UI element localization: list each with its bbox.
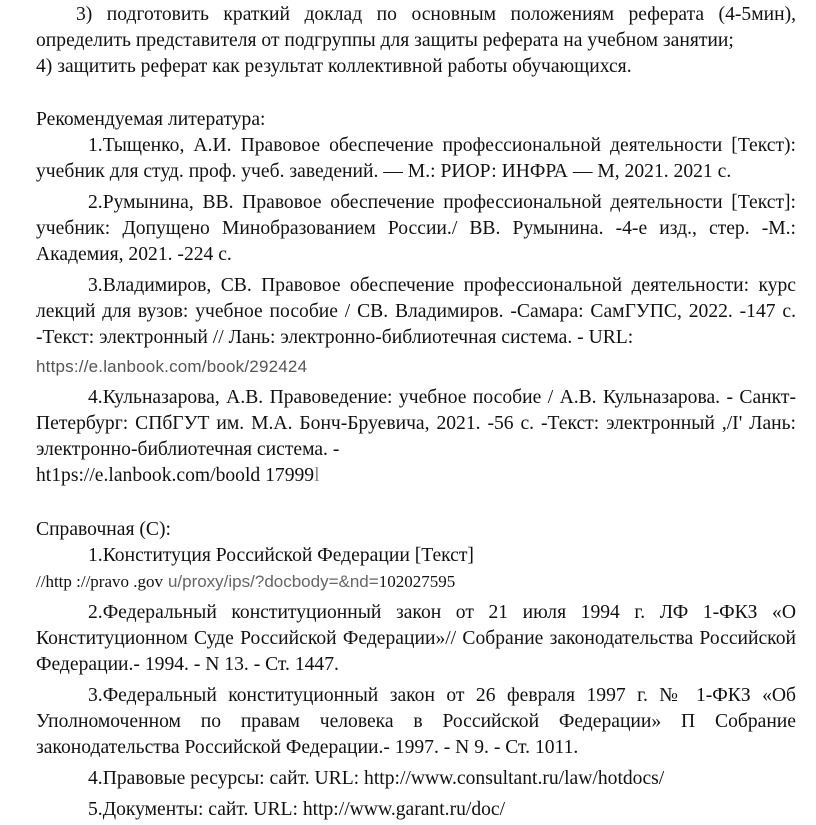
literature-item-4-tail: l: [314, 465, 320, 486]
literature-item-3: [36, 273, 796, 351]
reference-item-number: 4.: [88, 768, 103, 789]
literature-item-1: [36, 133, 796, 185]
literature-heading: Рекомендуемая литература:: [36, 109, 266, 130]
reference-item-5: [36, 797, 796, 823]
literature-item-4-url: ht1ps://e.lanbook.com/boold 17999: [36, 465, 315, 486]
literature-item-3-url: https://e.lanbook.com/book/292424: [36, 357, 308, 376]
literature-item-4-url-line: [36, 463, 796, 489]
literature-item-number: 4.: [88, 387, 103, 408]
literature-item-4: [36, 385, 796, 463]
reference-heading: Справочная (С):: [36, 519, 171, 540]
reference-item-3: [36, 683, 796, 761]
reference-item-number: 2.: [88, 602, 103, 623]
literature-item-text: Кульназарова, А.В. Правоведение: учебное пособие / А.В. Кульназарова. - Санкт-Петербург: СПбГУТ им. М.А. Бонч-Бруевича, 2021. -56 с. -Текст: электронный ,/I' Лань: электронно-библиотечная система. -: [36, 387, 796, 460]
reference-item-number: 1.: [88, 545, 103, 566]
literature-item-text: Владимиров, СВ. Правовое обеспечение профессиональной деятельности: курс лекций для вузов: учебное пособие / СВ. Владимиров. -Самара: СамГУПС, 2022. -147 с. -Текст: электронный // Лань: электронно-библиотечная система. - URL:: [36, 275, 796, 348]
reference-item-1-url-line: [36, 569, 796, 595]
reference-item-text: Правовые ресурсы: сайт. URL: http://www.consultant.ru/law/hotdocs/: [102, 768, 665, 789]
reference-item-text: Документы: сайт. URL: http://www.garant.ru/doc/: [102, 799, 506, 820]
reference-item-1-url-a: //http ://pravo .gov: [36, 572, 164, 591]
reference-item-text: Федеральный конституционный закон от 21 июля 1994 г. ЛФ 1-ФКЗ «О Конституционном Суде Российской Федерации»// Собрание законодательства Российской Федерации.- 1994. - N 13. - Ст. 1447.: [36, 602, 796, 675]
reference-item-2: [36, 600, 796, 678]
reference-item-1-url-c: 102027595: [378, 572, 456, 591]
task-item-3: 3) подготовить краткий доклад по основным положениям реферата (4-5мин), определить представителя от подгруппы для защиты реферата на учебном занятии;: [36, 4, 796, 51]
document-page: [36, 2, 796, 823]
literature-item-2: [36, 190, 796, 268]
reference-item-number: 5.: [88, 799, 103, 820]
literature-item-text: Румынина, ВВ. Правовое обеспечение профессиональной деятельности [Текст]: учебник: Допущено Минобразованием России./ ВВ. Румынина. -4-е изд., стер. -М.: Академия, 2021. -224 с.: [36, 192, 796, 265]
reference-item-text: Федеральный конституционный закон от 26 февраля 1997 г. № 1-ФКЗ «Об Уполномоченном по правам человека в Российской Федерации» П Собрание законодательства Российской Федерации.- 1997. - N 9. - Ст. 1011.: [36, 685, 796, 758]
reference-item-text: Конституция Российской Федерации [Текст]: [102, 545, 474, 566]
literature-item-number: 3.: [88, 275, 103, 296]
literature-item-number: 1.: [88, 135, 103, 156]
reference-item-1-url-b: u/proxy/ips/?docbody=&nd=: [167, 572, 379, 591]
task-item-4: 4) защитить реферат как результат коллективной работы обучающихся.: [36, 56, 632, 77]
literature-item-number: 2.: [88, 192, 103, 213]
reference-item-number: 3.: [88, 685, 103, 706]
reference-item-4: [36, 766, 796, 792]
literature-item-text: Тыщенко, А.И. Правовое обеспечение профессиональной деятельности [Текст): учебник для студ. проф. учеб. заведений. — М.: РИОР: ИНФРА — М, 2021. 2021 с.: [36, 135, 796, 182]
reference-item-1: [36, 543, 796, 569]
